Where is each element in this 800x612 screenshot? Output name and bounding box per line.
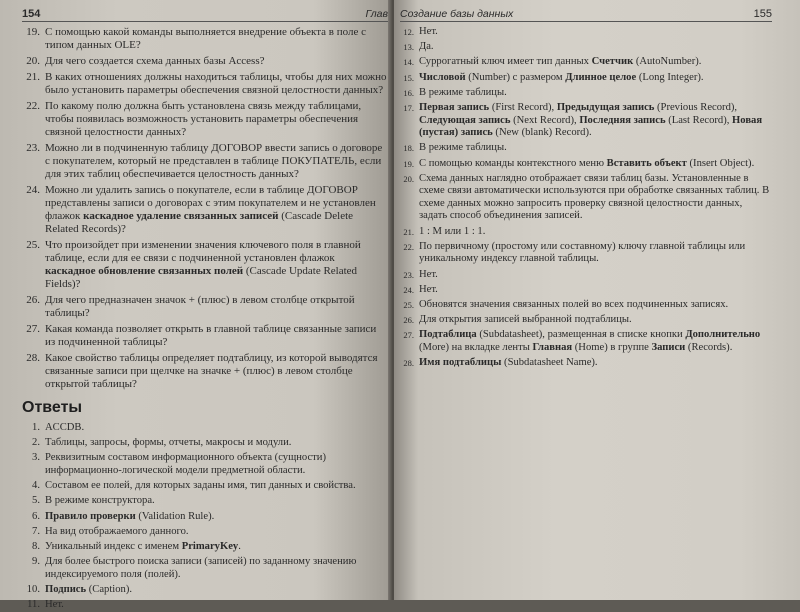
bold-term: Счетчик	[591, 56, 634, 68]
text-run: В каких отношениях должны находиться таблицы, чтобы для них можно было установить параметры обеспечения связной целостности данных?	[45, 71, 387, 96]
item-text	[45, 480, 388, 493]
item-number: 18.	[403, 143, 414, 154]
list-item	[400, 102, 772, 140]
item-text	[45, 239, 388, 291]
list-item	[400, 299, 772, 312]
item-text	[419, 87, 772, 100]
text-run: Составом ее полей, для которых заданы имя, тип данных и свойства.	[45, 480, 356, 492]
item-number: 2.	[32, 437, 40, 449]
text-run: (Cascade Delete Related Records)?	[45, 210, 354, 235]
bold-term: Первая запись	[419, 101, 490, 113]
right-running-title: Создание базы данных	[400, 8, 514, 20]
item-number: 21.	[26, 71, 40, 83]
list-item	[400, 314, 772, 327]
item-number: 19.	[26, 26, 40, 38]
item-number: 6.	[32, 510, 40, 522]
answers-list-right	[400, 26, 772, 370]
item-number: 13.	[403, 42, 414, 53]
text-run: Нет.	[419, 283, 438, 295]
text-run: (First Record),	[489, 101, 557, 113]
text-run: (Next Record),	[510, 114, 580, 126]
item-number: 19.	[403, 158, 414, 169]
item-text	[45, 495, 388, 508]
list-item	[22, 437, 388, 450]
item-text	[419, 299, 772, 312]
list-item	[400, 173, 772, 223]
text-run: (Home) в группе	[572, 341, 652, 353]
item-number: 12.	[403, 27, 414, 37]
list-item	[400, 357, 772, 370]
text-run: С помощью команды контекстного меню	[419, 157, 607, 169]
item-number: 21.	[403, 226, 414, 237]
text-run: Можно ли удалить запись о покупателе, если в таблице ДОГОВОР представлены записи о договорах с этим покупателем и не установлен флажок	[45, 184, 376, 222]
text-run: (Previous Record),	[654, 101, 738, 113]
text-run: Можно ли в подчиненную таблицу ДОГОВОР ввести запись о договоре с покупателем, который не представлен в таблице ПОКУПАТЕЛЬ, если для этих таблиц обеспечивается целостность данных?	[45, 142, 383, 180]
bold-term: Записи	[651, 341, 686, 353]
list-item	[22, 352, 388, 391]
item-number: 22.	[26, 100, 40, 112]
list-item	[22, 239, 388, 291]
list-item	[22, 599, 388, 612]
item-text	[419, 41, 772, 54]
text-run: Суррогатный ключ имеет тип данных	[419, 56, 592, 68]
item-number: 28.	[403, 358, 414, 369]
list-item	[22, 511, 388, 524]
right-page-number: 155	[753, 8, 772, 20]
list-item	[400, 56, 772, 69]
item-text	[45, 541, 388, 554]
item-text	[419, 56, 772, 69]
item-text	[419, 226, 772, 239]
item-number: 7.	[32, 525, 40, 537]
text-run: Для чего создается схема данных базы Access?	[45, 55, 265, 67]
list-item	[22, 526, 388, 539]
bold-term: Дополнительно	[685, 329, 761, 341]
text-run: (Last Record),	[665, 114, 733, 126]
item-text	[45, 184, 388, 236]
item-text	[419, 241, 772, 266]
text-run: Схема данных наглядно отображает связи таблиц базы. Установленные в схеме связи автоматически используются при обработке связанных таблиц. В схеме данных можно запросить проверку связной целостности данных, задать способ объединения записей.	[419, 172, 770, 222]
list-item	[22, 422, 388, 435]
item-text	[45, 526, 388, 539]
text-run: 1 : М или 1 : 1.	[419, 225, 486, 237]
item-text	[419, 72, 772, 85]
item-text	[45, 352, 388, 391]
bold-term: Следующая запись	[419, 114, 511, 126]
item-text	[419, 26, 772, 39]
bold-term: Вставить объект	[606, 157, 687, 169]
item-text	[419, 314, 772, 327]
list-item	[400, 41, 772, 54]
text-run: Для более быстрого поиска записи (записей) по заданному значению индексируемого поля (полей).	[45, 556, 357, 580]
text-run: (Caption).	[86, 583, 133, 595]
bold-term: Числовой	[419, 71, 466, 83]
item-text	[419, 284, 772, 297]
text-run: (Insert Object).	[686, 157, 755, 169]
list-item	[400, 284, 772, 297]
item-text	[45, 437, 388, 450]
item-text	[45, 511, 388, 524]
item-text	[45, 323, 388, 349]
item-text	[419, 158, 772, 171]
item-number: 24.	[403, 284, 414, 295]
questions-list	[22, 26, 388, 391]
item-number: 4.	[32, 480, 40, 492]
item-number: 14.	[403, 57, 414, 68]
text-run: (Records).	[685, 341, 733, 353]
text-run: ACCDB.	[45, 422, 85, 433]
list-item	[400, 87, 772, 100]
text-run: (Subdatasheet), размещенная в списке кнопки	[476, 329, 686, 341]
item-text	[45, 26, 388, 52]
text-run: По какому полю должна быть установлена связь между таблицами, чтобы появилась возможность установить параметры обеспечения связной целостности данных?	[45, 100, 362, 138]
item-text	[45, 55, 388, 68]
text-run: Какая команда позволяет открыть в главной таблице связанные записи из подчиненной таблицы?	[45, 323, 377, 348]
text-run: В режиме таблицы.	[419, 86, 507, 98]
item-number: 23.	[403, 269, 414, 280]
item-number: 9.	[32, 556, 40, 568]
list-item	[22, 142, 388, 181]
item-text	[45, 584, 388, 597]
text-run: Реквизитным составом информационного объекта (сущности) информационно-логической модели предметной области.	[45, 452, 326, 476]
text-run: Нет.	[45, 599, 64, 611]
text-run: (Validation Rule).	[135, 510, 215, 522]
list-item	[22, 480, 388, 493]
list-item	[400, 329, 772, 354]
item-number: 28.	[26, 352, 40, 364]
text-run: (Number) с размером	[465, 71, 566, 83]
text-run: Для чего предназначен значок + (плюс) в левом столбце открытой таблицы?	[45, 294, 355, 319]
list-item	[22, 556, 388, 581]
item-number: 20.	[403, 173, 414, 184]
item-text	[419, 269, 772, 282]
text-run: .	[238, 540, 241, 552]
bold-term: Имя подтаблицы	[419, 357, 502, 369]
item-text	[45, 142, 388, 181]
item-text	[45, 556, 388, 581]
item-text	[419, 357, 772, 370]
right-running-head	[400, 8, 772, 22]
item-text	[419, 173, 772, 223]
text-run: (More) на вкладке ленты	[419, 341, 533, 353]
item-number: 27.	[403, 330, 414, 341]
bold-term: каскадное обновление связанных полей	[45, 265, 244, 277]
left-running-title: Глав	[365, 8, 388, 20]
item-number: 11.	[27, 599, 40, 611]
text-run: Таблицы, запросы, формы, отчеты, макросы и модули.	[45, 437, 292, 449]
item-number: 27.	[26, 323, 40, 335]
item-number: 23.	[26, 142, 40, 154]
text-run: В режиме конструктора.	[45, 495, 155, 507]
text-run: Да.	[419, 41, 434, 53]
text-run: (Subdatasheet Name).	[501, 357, 598, 369]
text-run: Нет.	[419, 26, 438, 37]
list-item	[22, 541, 388, 554]
bold-term: Главная	[532, 341, 573, 353]
list-item	[400, 158, 772, 171]
answers-heading: Ответы	[22, 399, 83, 416]
item-text	[419, 142, 772, 155]
item-number: 3.	[32, 452, 40, 464]
list-item	[22, 452, 388, 477]
text-run: Для открытия записей выбранной подтаблицы.	[419, 314, 632, 326]
list-item	[22, 184, 388, 236]
list-item	[22, 71, 388, 97]
left-page-number: 154	[22, 8, 41, 20]
bold-term: PrimaryKey	[181, 540, 239, 552]
item-number: 8.	[32, 540, 40, 552]
item-number: 16.	[403, 87, 414, 98]
item-text	[45, 71, 388, 97]
list-item	[22, 323, 388, 349]
item-text	[419, 102, 772, 140]
bold-term: Длинное целое	[565, 71, 637, 83]
bold-term: Новая (пустая) запись	[419, 114, 763, 139]
text-run: Что произойдет при изменении значения ключевого поля в главной таблице, если для ее связи с подчиненной установлен флажок	[45, 239, 361, 264]
left-running-head	[22, 8, 388, 22]
list-item	[22, 495, 388, 508]
text-run: (Long Integer).	[636, 71, 704, 83]
text-run: В режиме таблицы.	[419, 142, 507, 154]
item-text	[45, 452, 388, 477]
answers-list-left	[22, 422, 388, 612]
text-run: Уникальный индекс с именем	[45, 540, 182, 552]
bold-term: каскадное удаление связанных записей	[83, 210, 279, 222]
list-item	[400, 72, 772, 85]
text-run: (New (blank) Record).	[492, 127, 592, 139]
item-number: 25.	[26, 239, 40, 251]
item-number: 26.	[26, 294, 40, 306]
item-text	[45, 599, 388, 612]
item-number: 20.	[26, 55, 40, 67]
left-page	[0, 0, 392, 611]
list-item	[22, 294, 388, 320]
item-number: 25.	[403, 300, 414, 310]
item-number: 10.	[26, 583, 40, 595]
bold-term: Правило проверки	[45, 510, 136, 522]
list-item	[22, 55, 388, 68]
bold-term: Подпись	[45, 583, 87, 595]
list-item	[400, 26, 772, 39]
item-number: 5.	[32, 495, 40, 507]
list-item	[400, 241, 772, 266]
item-number: 17.	[403, 102, 414, 113]
text-run: Обновятся значения связанных полей во всех подчиненных записях.	[419, 299, 729, 310]
bold-term: Последняя запись	[579, 114, 666, 126]
item-text	[45, 294, 388, 320]
item-number: 1.	[32, 422, 40, 433]
bold-term: Предыдущая запись	[556, 101, 655, 113]
text-run: Какое свойство таблицы определяет подтаблицу, из которой выводятся связанные записи при щелчке на значке + (плюс) в левом столбце открытой таблицы?	[45, 352, 378, 390]
item-number: 15.	[403, 72, 414, 83]
item-text	[419, 329, 772, 354]
list-item	[22, 584, 388, 597]
text-run: (Cascade Update Related Fields)?	[45, 265, 358, 290]
item-number: 24.	[26, 184, 40, 196]
list-item	[22, 100, 388, 139]
list-item	[22, 26, 388, 52]
list-item	[400, 226, 772, 239]
text-run: (AutoNumber).	[633, 56, 702, 68]
text-run: По первичному (простому или составному) ключу главной таблицы или уникальному индексу главной таблицы.	[419, 240, 746, 265]
item-number: 26.	[403, 315, 414, 326]
text-run: Нет.	[419, 268, 438, 280]
text-run: На вид отображаемого данного.	[45, 525, 189, 537]
bold-term: Подтаблица	[419, 329, 477, 341]
text-run: С помощью какой команды выполняется внедрение объекта в поле с типом данных OLE?	[45, 26, 366, 51]
list-item	[400, 142, 772, 155]
item-text	[45, 100, 388, 139]
list-item	[400, 269, 772, 282]
item-text	[45, 422, 388, 435]
right-page	[394, 0, 800, 600]
item-number: 22.	[403, 241, 414, 252]
